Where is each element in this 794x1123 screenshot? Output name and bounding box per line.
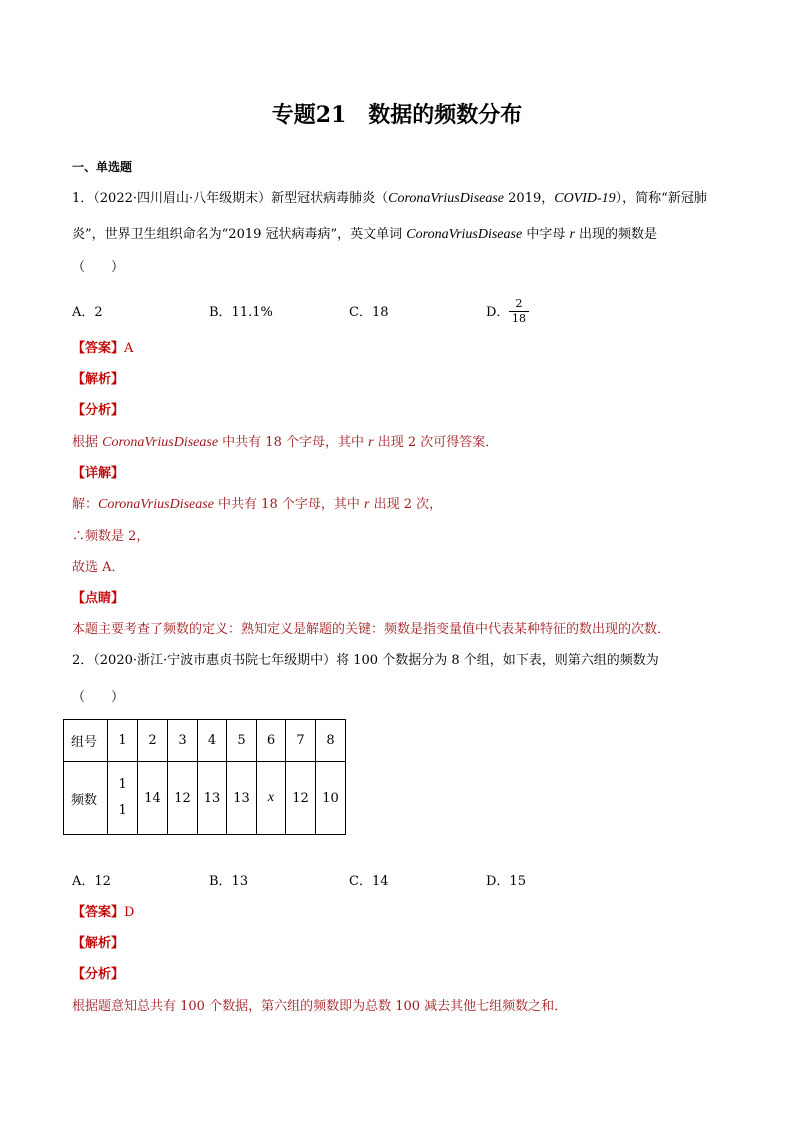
q1-stem-line1 — [72, 190, 707, 208]
fraction-numerator: 2 — [515, 297, 523, 310]
q1-answer-line — [72, 340, 133, 358]
q1-option-d-label: D． — [486, 305, 510, 320]
analysis-text: 出现 2 次可得答案． — [373, 435, 499, 450]
jiexi-label: 【解析】 — [72, 372, 125, 387]
table-cell: 6 — [257, 720, 286, 762]
q1-stem-text: 2019， — [504, 191, 555, 206]
detail-text: 解： — [72, 497, 99, 512]
q1-remark: 本题主要考查了频数的定义：熟知定义是解题的关键：频数是指变量值中代表某种特征的数出现的次数． — [72, 622, 671, 637]
detail-letter: r — [363, 497, 370, 512]
table-cell: 13 — [227, 762, 257, 835]
q2-stem-line1: 2．（2020·浙江·宁波市惠贞书院七年级期中）将 100 个数据分为 8 个组，如下表，则第六组的频数为 — [72, 653, 659, 668]
analysis-text: 根据 — [72, 435, 103, 450]
q1-term-covid: COVID-19 — [554, 191, 616, 206]
table-cell: 8 — [316, 720, 346, 762]
q1-stem-text: 炎”，世界卫生组织命名为“2019 冠状病毒病”，英文单词 — [72, 227, 407, 242]
q1-option-a: A．2 — [72, 305, 103, 320]
q1-stem-text: 1．（2022·四川眉山·八年级期末）新型冠状病毒肺炎（ — [72, 191, 389, 206]
q1-detail-line3: 故选 A． — [72, 560, 125, 575]
answer-label: 【答案】 — [72, 341, 125, 356]
xiangjie-label: 【详解】 — [72, 466, 125, 481]
q1-stem-line2 — [72, 226, 657, 244]
q2-option-a: A．12 — [72, 874, 111, 889]
q1-detail-line2: ∴频数是 2， — [72, 529, 150, 544]
q2-answer-blank: （ ） — [72, 690, 125, 705]
q2-option-d: D．15 — [486, 874, 526, 889]
q1-analysis — [72, 434, 498, 452]
q1-term-english: CoronaVriusDisease — [406, 227, 523, 242]
table-cell: 3 — [168, 720, 198, 762]
detail-text: 中共有 18 个字母，其中 — [213, 497, 364, 512]
table-row-group-number — [64, 720, 346, 762]
q1-answer-blank: （ ） — [72, 260, 125, 275]
q1-term-english: CoronaVriusDisease — [388, 191, 505, 206]
q1-answer-value: A — [124, 341, 134, 356]
q2-option-b: B．13 — [209, 874, 249, 889]
table-header-cell: 频数 — [64, 762, 108, 835]
q1-option-b: B．11.1% — [209, 305, 273, 320]
analysis-text: 中共有 18 个字母，其中 — [218, 435, 369, 450]
table-cell-unknown: x — [257, 762, 286, 835]
q1-detail-line1 — [72, 496, 442, 514]
q2-answer-line — [72, 904, 134, 922]
section-heading: 一、单选题 — [72, 160, 133, 174]
table-cell: 2 — [138, 720, 168, 762]
q1-stem-text: ），简称“新冠肺 — [615, 191, 707, 206]
table-row-frequency — [64, 762, 346, 835]
table-cell: 5 — [227, 720, 257, 762]
table-cell: 7 — [286, 720, 316, 762]
fenxi-label: 【分析】 — [72, 403, 125, 418]
table-cell: 10 — [316, 762, 346, 835]
q1-stem-text: 中字母 — [522, 227, 570, 242]
detail-term: CoronaVriusDisease — [98, 497, 214, 512]
table-cell-value: 11 — [118, 777, 127, 818]
q1-letter-r: r — [569, 227, 575, 242]
detail-text: 出现 2 次， — [369, 497, 443, 512]
jiexi-label: 【解析】 — [72, 936, 125, 951]
analysis-term: CoronaVriusDisease — [102, 435, 219, 450]
q1-stem-text: 出现的频数是 — [574, 227, 658, 242]
q2-analysis: 根据题意知总共有 100 个数据，第六组的频数即为总数 100 减去其他七组频数之和． — [72, 999, 568, 1014]
q2-option-c: C．14 — [349, 874, 389, 889]
fraction-denominator: 18 — [509, 311, 529, 326]
table-cell: 12 — [286, 762, 316, 835]
fenxi-label: 【分析】 — [72, 967, 125, 982]
answer-label: 【答案】 — [72, 905, 125, 920]
q2-answer-value: D — [124, 905, 135, 920]
frequency-table — [63, 719, 346, 835]
table-cell: 1 — [108, 720, 138, 762]
page-title: 专题21 数据的频数分布 — [271, 102, 523, 128]
dianjing-label: 【点睛】 — [72, 591, 125, 606]
table-cell — [108, 762, 138, 835]
table-header-cell: 组号 — [64, 720, 108, 762]
table-cell: 12 — [168, 762, 198, 835]
q1-option-d-fraction — [509, 297, 529, 326]
table-cell: 4 — [198, 720, 227, 762]
analysis-letter: r — [368, 435, 374, 450]
q1-option-c: C．18 — [349, 305, 389, 320]
table-cell: 14 — [138, 762, 168, 835]
table-cell: 13 — [198, 762, 227, 835]
